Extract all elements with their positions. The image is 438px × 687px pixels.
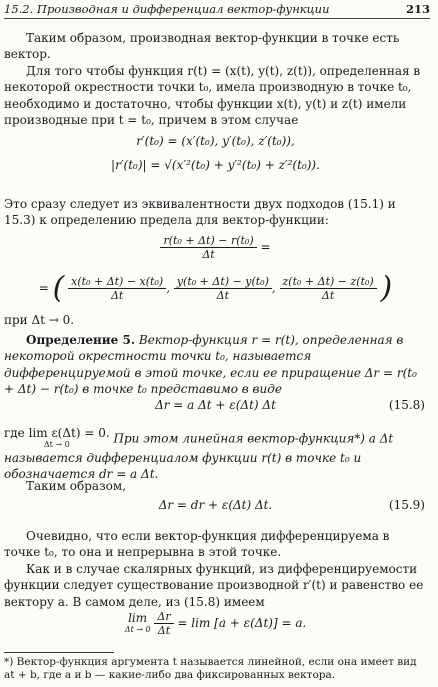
footnote: *) Вектор-функция аргумента t называется линейной, если она имеет вид at + b, где a и b — какие-либо два фиксированных вектора. <box>4 656 417 681</box>
equation-15-8-number: (15.8) <box>388 398 425 412</box>
x-quotient-numerator: x(t₀ + Δt) − x(t₀) <box>68 275 166 289</box>
equation-15-9-body: Δr = dr + ε(Δt) Δt. <box>158 498 273 512</box>
limit-subscript: Δt → 0 <box>43 440 70 449</box>
y-quotient-numerator: y(t₀ + Δt) − y(t₀) <box>174 275 272 289</box>
footnote-divider <box>4 652 114 653</box>
paragraph-thus: Таким образом, <box>26 479 127 493</box>
definition-text: Вектор-функция r = r(t), определенная в некоторой окрестности точки t₀, называется дифференцируемой в этой точке, если ее приращение Δr = r(t₀ + Δt) − r(t₀) в точке t₀ представимо в виде <box>4 333 417 397</box>
limit-expression: где lim ε(Δt) = 0. <box>4 426 110 440</box>
equation-derivative-equals-a <box>4 610 427 637</box>
z-quotient-numerator: z(t₀ + Δt) − z(t₀) <box>280 275 377 289</box>
paragraph-continuity: Очевидно, что если вектор-функция дифференцируема в точке t₀, то она и непрерывна в этой точке. <box>4 529 390 560</box>
equation-derivative-components: r′(t₀) = (x′(t₀), y′(t₀), z′(t₀)), <box>136 134 295 148</box>
limit-word: lim <box>128 610 148 625</box>
limit-result: = lim [a + ε(Δt)] = a. <box>177 616 307 630</box>
z-quotient-denominator: Δt <box>321 289 335 302</box>
definition-5 <box>4 332 427 398</box>
x-quotient-denominator: Δt <box>110 289 124 302</box>
paragraph-scalar-case: Как и в случае скалярных функций, из дифференцируемости функции следует существование производной r′(t) и равенство ее вектору a. В самом деле, из (15.8) имеем <box>4 562 424 609</box>
paragraph-limit-condition: при Δt → 0. <box>4 313 75 327</box>
y-quotient-denominator: Δt <box>216 289 230 302</box>
paragraph-3: Это сразу следует из эквивалентности двух подходов (15.1) и 15.3) к определению предела для вектор-функции: <box>4 197 396 228</box>
paragraph-differential <box>4 428 427 483</box>
equation-15-8-body: Δr = a Δt + ε(Δt) Δt <box>155 398 276 412</box>
delta-t: Δt <box>157 624 171 637</box>
quotient-numerator: r(t₀ + Δt) − r(t₀) <box>160 234 256 248</box>
equation-15-8 <box>4 398 427 412</box>
limit-under: Δt → 0 <box>124 624 151 634</box>
paragraph-1: Таким образом, производная вектор-функции в точке есть вектор. <box>4 31 400 62</box>
definition-label: Определение 5. <box>26 333 136 347</box>
equation-difference-quotient: $\frac{\text{r(t₀ + Δt) − r(t₀)}}{\Delta t}$ = <box>4 234 427 261</box>
differential-definition: При этом линейная вектор-функция*) a Δt называется дифференциалом функции r(t) в точке t₀ и обозначается dr = a Δt. <box>4 431 394 482</box>
section-title: 15.2. Производная и дифференциал вектор-функции <box>4 2 330 16</box>
quotient-denominator: Δt <box>202 248 215 261</box>
paragraph-2: Для того чтобы функция r(t) = (x(t), y(t), z(t)), определенная в некоторой окрестности точки t₀, имела производную в точке t₀, необходимо и достаточно, чтобы функции x(t), y(t) и z(t) имели производные при t = t₀, причем в этом случае <box>4 64 421 128</box>
running-header <box>4 2 430 19</box>
equation-derivative-modulus: |r′(t₀)| = √(x′²(t₀) + y′²(t₀) + z′²(t₀)). <box>111 158 320 172</box>
delta-r: Δr <box>154 610 173 624</box>
equation-15-9-number: (15.9) <box>388 498 425 512</box>
equation-15-9 <box>4 498 427 512</box>
page-number: 213 <box>405 2 430 16</box>
equation-component-quotients: = ( $\frac{\text{x(t₀ + Δt) − x(t₀)}}{\Delta t}$ , $\frac{\text{y(t₀ + Δt) − y(t₀)}}{\Delta t}$ , $\frac{\text{z(t₀ + Δt) − z(t₀)}}{\Delta t}$ ) <box>38 270 393 306</box>
